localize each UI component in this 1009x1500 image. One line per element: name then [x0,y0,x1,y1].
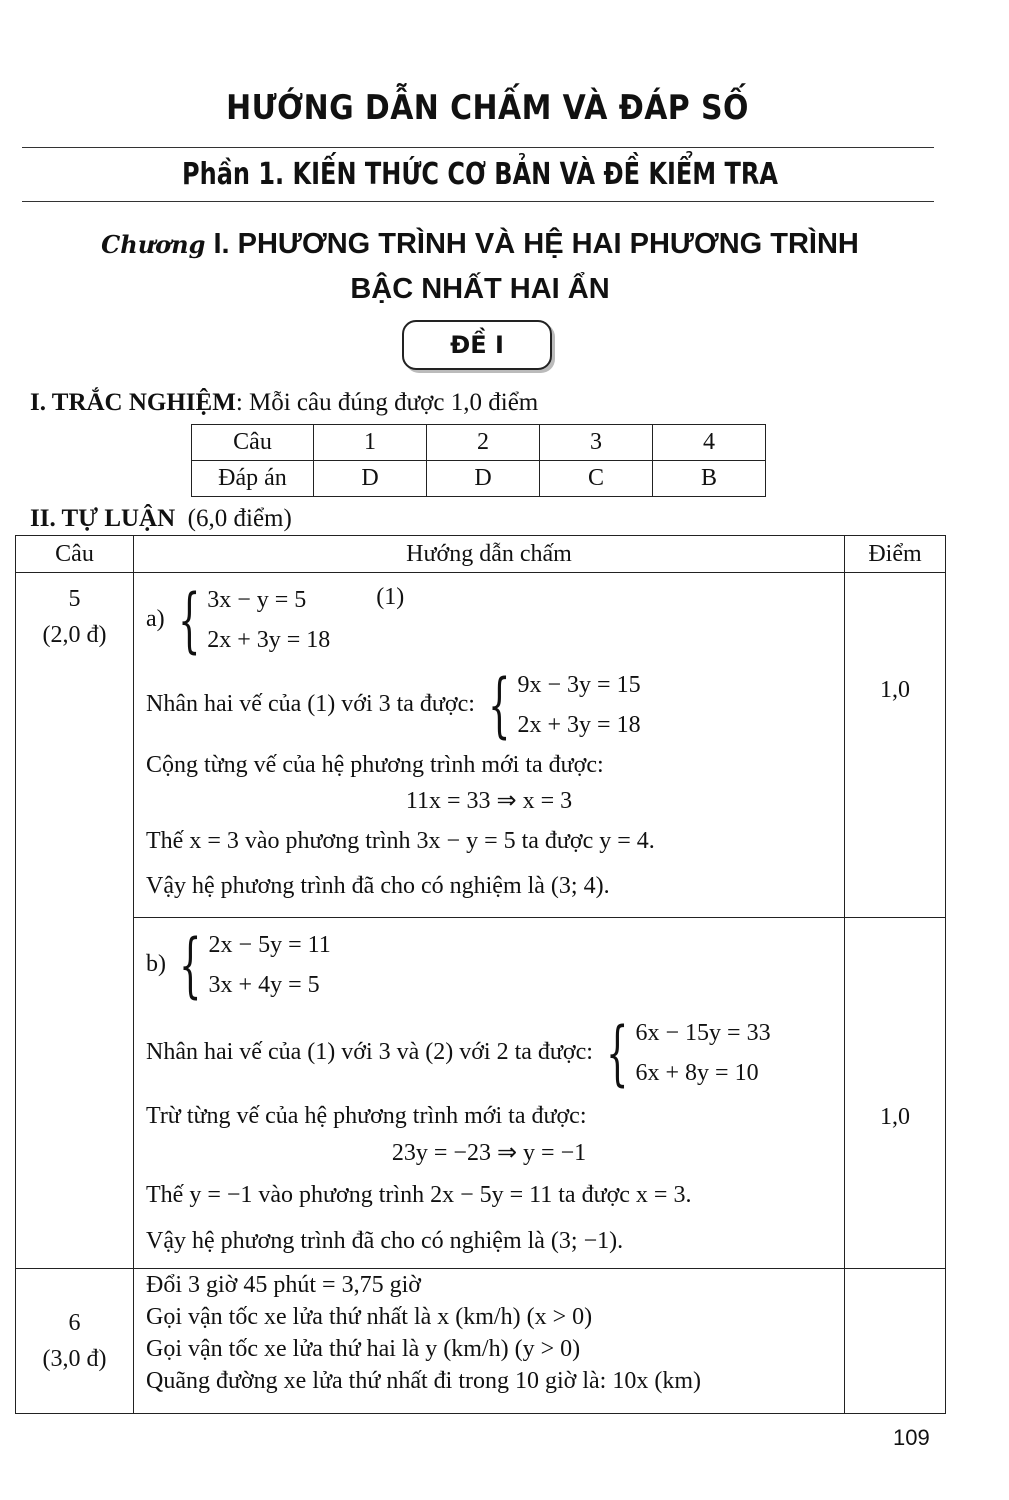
page-number: 109 [893,1425,930,1450]
mc-question: 3 [540,425,653,461]
mc-answer: D [314,461,427,497]
q6-line: Gọi vận tốc xe lửa thứ nhất là x (km/h) (x > 0) [146,1304,593,1330]
equation: 6x + 8y = 10 [635,1060,759,1087]
essay-heading [30,505,292,533]
mc-answer: D [427,461,540,497]
q5a-system [171,580,331,660]
q6-number: 6 [68,1310,81,1336]
chapter-title-line2: BẬC NHẤT HAI ẨN [350,273,610,305]
brace-icon: { [179,924,202,1007]
mc-heading-bold: I. TRẮC NGHIỆM [30,389,236,416]
q5a-guide [134,573,845,918]
equation: 3x − y = 5 [207,587,307,614]
q5b-guide [134,918,845,1269]
q5a-label: a) [146,606,165,632]
divider [22,147,934,148]
q5b-step3-text: Thế y = −1 vào phương trình 2x − 5y = 11 ta được x = 3. [146,1182,692,1208]
mc-question: 4 [653,425,766,461]
chapter-title-line1: I. PHƯƠNG TRÌNH VÀ HỆ HAI PHƯƠNG TRÌNH [213,228,859,260]
q5a-step2-equation: 11x = 33 ⇒ x = 3 [405,788,573,814]
q5b-step2-equation: 23y = −23 ⇒ y = −1 [391,1140,587,1166]
q6-line: Quãng đường xe lửa thứ nhất đi trong 10 giờ là: 10x (km) [146,1368,701,1394]
brace-icon: { [488,664,511,747]
q5a-step3-text: Thế x = 3 vào phương trình 3x − y = 5 ta được y = 4. [146,828,655,854]
q5a-conclusion: Vậy hệ phương trình đã cho có nghiệm là (3; 4). [146,873,610,899]
q6-score-cell [845,1269,946,1414]
q5a-step2-text: Cộng từng vế của hệ phương trình mới ta được: [146,752,604,778]
equation: 2x − 5y = 11 [208,932,331,959]
mc-answer-table [191,424,766,497]
page-title: HƯỚNG DẪN CHẤM VÀ ĐÁP SỐ [226,88,749,128]
mc-row-label: Câu [192,425,314,461]
mc-question-row [192,425,766,461]
q5b-score-cell [845,918,946,1269]
exam-label-badge: ĐỀ I [402,320,552,370]
mc-question: 1 [314,425,427,461]
q5a-row [16,573,946,918]
col-header-guide: Hướng dẫn chấm [134,536,845,573]
essay-heading-bold: II. TỰ LUẬN [30,505,176,532]
q5b-label: b) [146,951,166,977]
q5-number: 5 [68,586,81,612]
equation: 2x + 3y = 18 [207,627,331,654]
q5a-score-cell [845,573,946,918]
mc-answer: B [653,461,766,497]
q5b-score: 1,0 [880,1104,910,1130]
mc-question: 2 [427,425,540,461]
equation: 9x − 3y = 15 [517,672,641,699]
q6-points: (3,0 đ) [42,1346,107,1372]
grading-table-header [16,536,946,573]
equation: 3x + 4y = 5 [208,972,320,999]
essay-heading-rest: (6,0 điểm) [187,505,292,532]
q6-label-cell [16,1269,134,1414]
mc-answer-row [192,461,766,497]
q5-points: (2,0 đ) [42,622,107,648]
brace-icon: { [606,1012,629,1095]
q5-label-cell [16,573,134,1269]
chapter-heading [0,222,960,311]
equation: 2x + 3y = 18 [517,712,641,739]
equation-tag: (1) [376,584,405,610]
mc-answer: C [540,461,653,497]
q5a-score: 1,0 [880,677,910,703]
q5b-row [16,918,946,1269]
q5b-system [172,925,331,1005]
q6-line: Gọi vận tốc xe lửa thứ hai là y (km/h) (y > 0) [146,1336,581,1362]
q5b-step1-text: Nhân hai vế của (1) với 3 và (2) với 2 ta được: [146,1039,593,1065]
equation: 6x − 15y = 33 [635,1020,771,1047]
part-heading: Phần 1. KIẾN THỨC CƠ BẢN VÀ ĐỀ KIỂM TRA [182,157,778,192]
mc-heading-rest: : Mỗi câu đúng được 1,0 điểm [235,389,539,416]
q5a-step1-text: Nhân hai vế của (1) với 3 ta được: [146,691,475,717]
q6-guide [134,1269,845,1414]
q5b-step1-system [599,1013,771,1093]
brace-icon: { [177,579,201,662]
mc-row-label: Đáp án [192,461,314,497]
q5b-step2-text: Trừ từng vế của hệ phương trình mới ta được: [146,1103,587,1129]
q6-row [16,1269,946,1414]
col-header-question: Câu [16,536,134,573]
q6-line: Đổi 3 giờ 45 phút = 3,75 giờ [146,1272,421,1298]
divider [22,201,934,202]
chapter-word: Chương [101,230,206,259]
grading-table [15,535,946,1414]
q5b-conclusion: Vậy hệ phương trình đã cho có nghiệm là (3; −1). [146,1228,624,1254]
col-header-score: Điểm [845,536,946,573]
mc-heading [30,389,538,417]
q5a-step1-system [481,665,641,745]
